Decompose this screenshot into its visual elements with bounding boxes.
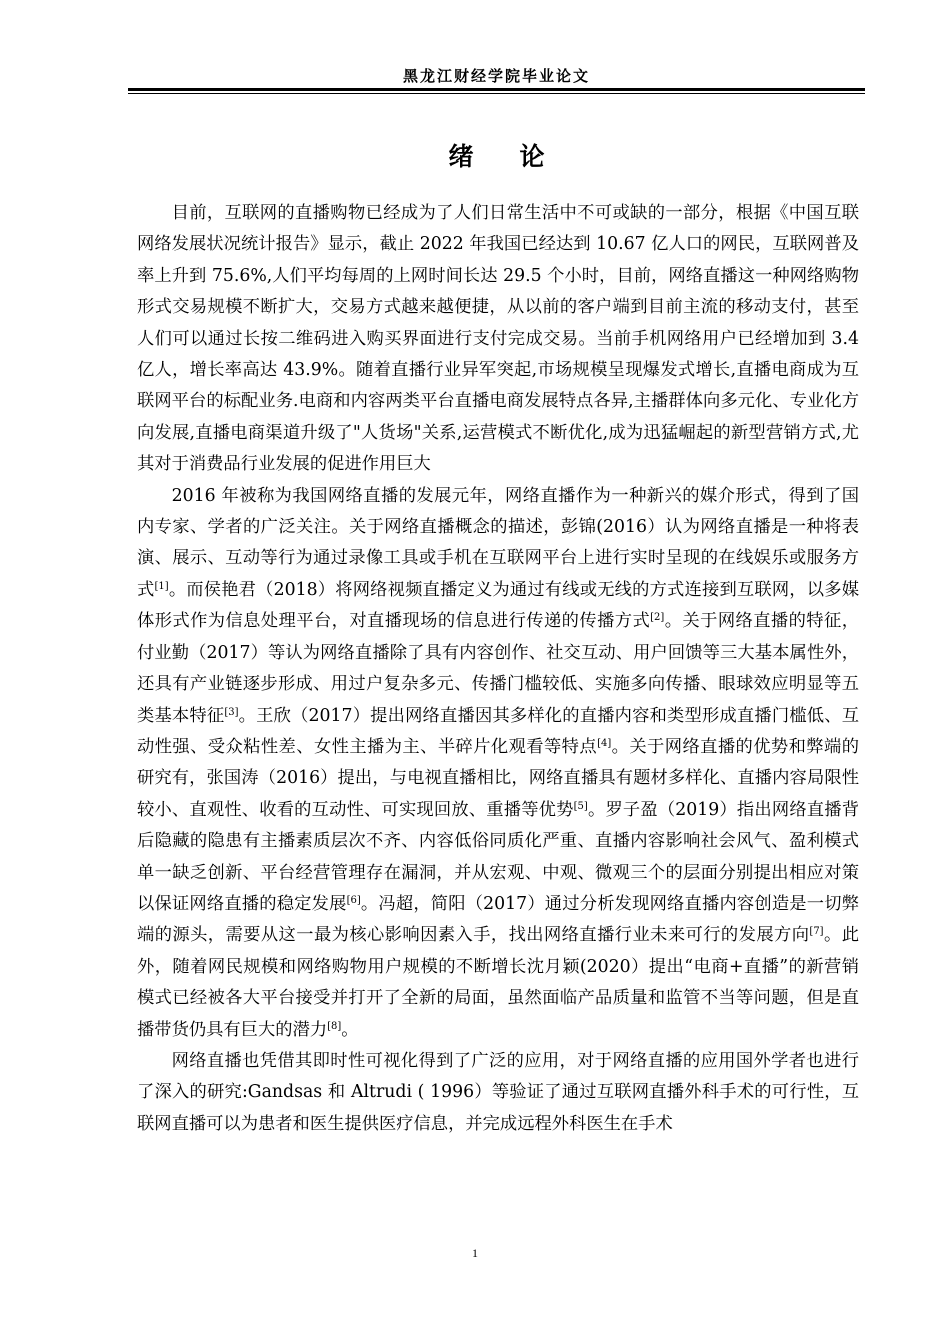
citation-marker: [6] <box>346 894 361 906</box>
text-run: 2016 年被称为我国网络直播的发展元年，网络直播作为一种新兴的媒介形式，得到了国内专家、学者的广泛关注。关于网络直播概念的描述，彭锦(2016）认为网络直播是一种将表演、展示、互动等行为通过录像工具或手机在互联网平台上进行实时呈现的在线娱乐或服务方式 <box>137 485 859 600</box>
citation-marker: [2] <box>650 612 665 624</box>
running-header: 黑龙江财经学院毕业论文 <box>402 67 590 85</box>
citation-marker: [4] <box>597 737 612 749</box>
text-run: 。而侯艳君（2018）将网络视频直播定义为通过有线或无线的方式连接到互联网，以多媒体形式作为信息处理平台，对直播现场的信息进行传递的传播方式 <box>137 579 859 632</box>
page-number: 1 <box>472 1246 478 1260</box>
paragraph-3 <box>137 1046 859 1140</box>
text-run: 。关于网络直播的优势和弊端的研究有，张国涛（2016）提出，与电视直播相比，网络直播具有题材多样化、直播内容局限性较小、直观性、收看的互动性、可实现回放、重播等优势 <box>137 736 859 820</box>
citation-marker: [5] <box>573 800 588 812</box>
paragraph-1 <box>137 198 859 481</box>
citation-marker: [7] <box>809 926 824 938</box>
paragraph-2 <box>137 481 859 1046</box>
citation-marker: [1] <box>154 580 169 592</box>
text-run: 。 <box>341 1019 359 1040</box>
text-run: 。冯超，简阳（2017）通过分析发现网络直播内容创造是一切弊端的源头，需要从这一最为核心影响因素入手，找出网络直播行业未来可行的发展方向 <box>137 893 859 946</box>
text-run: 。关于网络直播的特征，付业勤（2017）等认为网络直播除了具有内容创作、社交互动、用户回馈等三大基本属性外，还具有产业链逐步形成、用过户复杂多元、传播门槛较低、实施多向传播、眼球效应明显等五类基本特征 <box>137 611 859 726</box>
text-run: 目前，互联网的直播购物已经成为了人们日常生活中不可或缺的一部分，根据《中国互联网络发展状况统计报告》显示，截止 2022 年我国已经达到 10.67 亿人口的网民，互联网普及率上升到 75.6%,人们平均每周的上网时间长达 29.5 个小时，目前，网络直播这一种网络购物形式交易规模不断扩大，交易方式越来越便捷，从以前的客户端到目前主流的移动支付，甚至人们可以通过长按二维码进入购买界面进行支付完成交易。当前手机网络用户已经增加到 3.4 亿人，增长率高达 43.9%。随着直播行业异军突起,市场规模呈现爆发式增长,直播电商成为互联网平台的标配业务.电商和内容两类平台直播电商发展特点各异,主播群体向多元化、专业化方向发展,直播电商渠道升级了"人货场"关系,运营模式不断优化,成为迅猛崛起的新型营销方式,尤其对于消费品行业发展的促进作用巨大 <box>137 203 859 475</box>
text-run: 。王欣（2017）提出网络直播因其多样化的直播内容和类型形成直播门槛低、互动性强、受众粘性差、女性主播为主、半碎片化观看等特点 <box>137 705 859 757</box>
citation-marker: [8] <box>327 1020 342 1032</box>
header-rule-thick <box>128 88 865 91</box>
text-run: 网络直播也凭借其即时性可视化得到了广泛的应用，对于网络直播的应用国外学者也进行了深入的研究:Gandsas 和 Altrudi ( 1996）等验证了通过互联网直播外科手术的可行性，互联网直播可以为患者和医生提供医疗信息，并完成远程外科医生在手术 <box>137 1050 859 1134</box>
chapter-title: 绪论 <box>448 142 591 171</box>
text-run: 。此外，随着网民规模和网络购物用户规模的不断增长沈月颖(2020）提出“电商+直播”的新营销模式已经被各大平台接受并打开了全新的局面，虽然面临产品质量和监管不当等问题，但是直播带货仍具有巨大的潜力 <box>137 925 859 1040</box>
header-rule-thin <box>128 93 865 94</box>
text-run: 。罗子盈（2019）指出网络直播背后隐藏的隐患有主播素质层次不齐、内容低俗同质化严重、直播内容影响社会风气、盈利模式单一缺乏创新、平台经营管理存在漏洞，并从宏观、中观、微观三个的层面分别提出相应对策以保证网络直播的稳定发展 <box>137 799 859 914</box>
citation-marker: [3] <box>224 706 239 718</box>
body-text <box>137 198 859 1140</box>
